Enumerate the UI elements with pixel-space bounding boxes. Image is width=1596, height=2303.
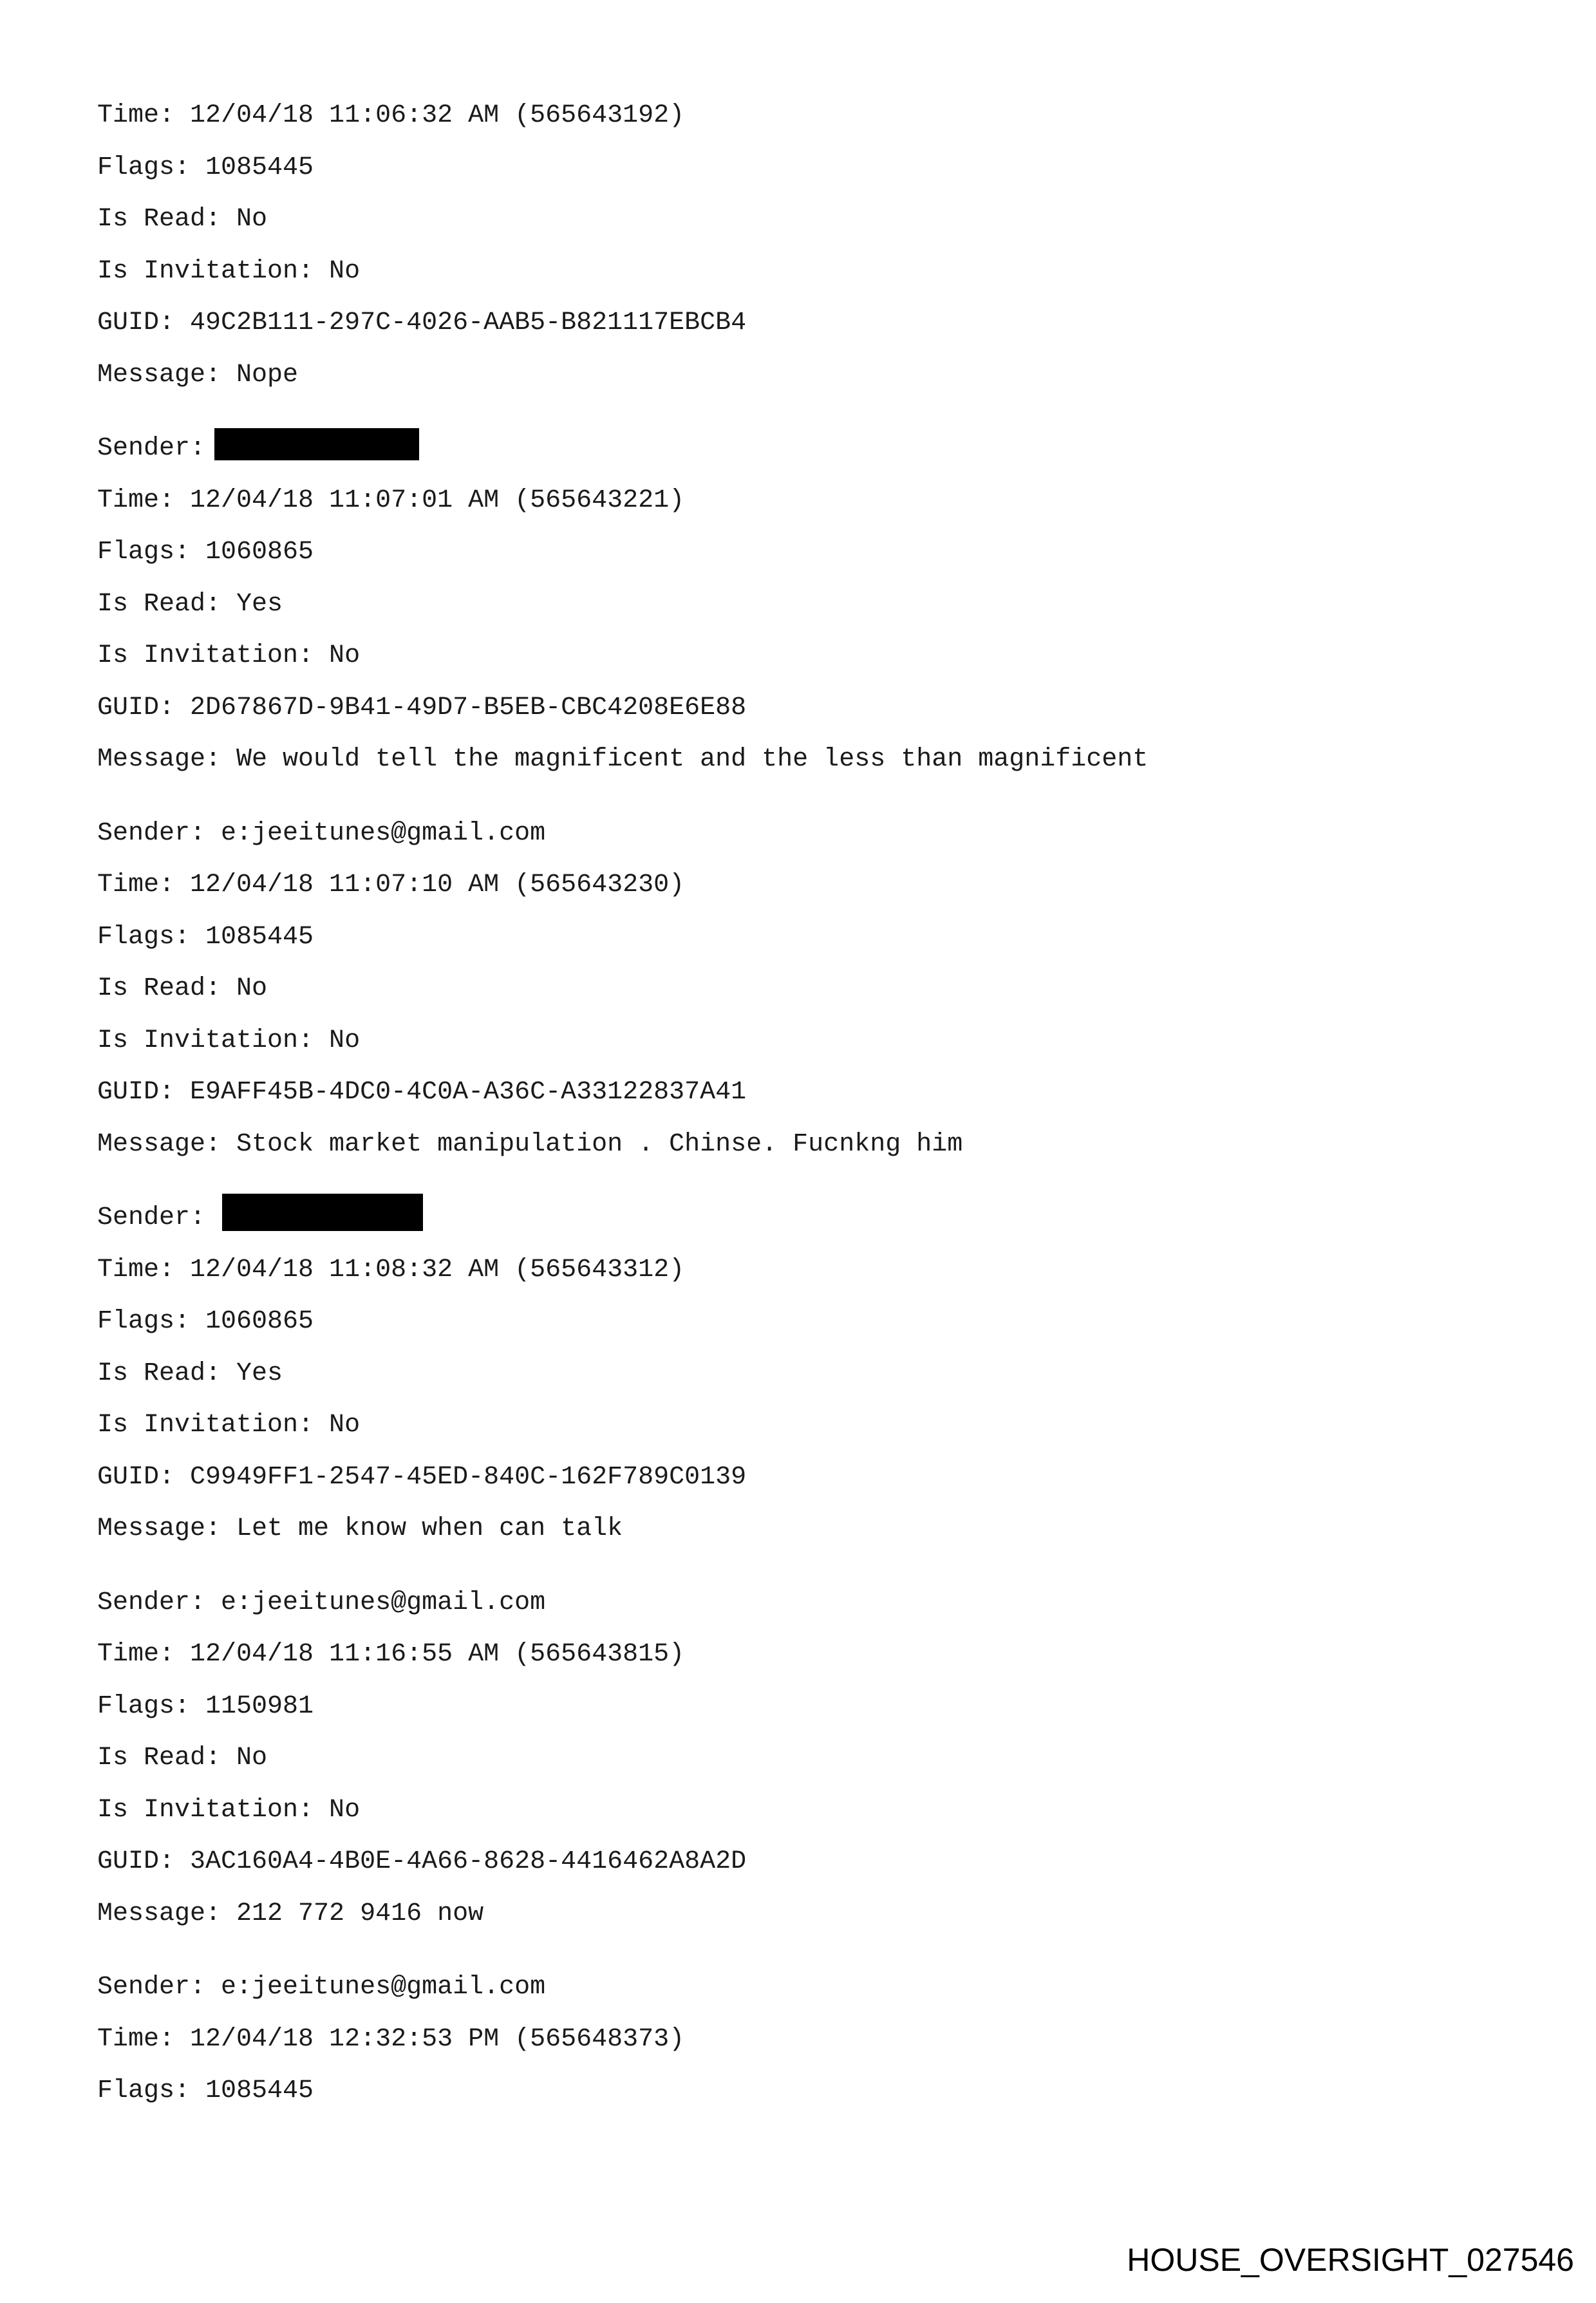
message-record xyxy=(97,103,1514,414)
is-read-line: Is Read: Yes xyxy=(97,1358,283,1388)
flags-line: Flags: 1060865 xyxy=(97,1307,314,1336)
sender-label: Sender: xyxy=(97,1203,206,1232)
is-invitation-line: Is Invitation: No xyxy=(97,1795,361,1825)
is-read-line: Is Read: Yes xyxy=(97,589,283,619)
flags-line: Flags: 1085445 xyxy=(97,153,314,182)
message-record xyxy=(97,436,1514,799)
redaction-box xyxy=(214,428,419,460)
is-read-line: Is Read: No xyxy=(97,1744,268,1772)
redaction-box xyxy=(222,1194,423,1231)
time-line: Time: 12/04/18 11:07:10 AM (565643230) xyxy=(97,870,685,899)
is-invitation-line: Is Invitation: No xyxy=(97,1026,361,1055)
flags-line: Flags: 1060865 xyxy=(97,538,314,567)
message-line: Message: Stock market manipulation . Chinse. Fucnkng him xyxy=(97,1129,963,1159)
sender-label: Sender: xyxy=(97,434,206,463)
flags-line: Flags: 1150981 xyxy=(97,1691,314,1721)
sender-line: Sender: e:jeeitunes@gmail.com xyxy=(97,1973,546,2002)
guid-line: GUID: 3AC160A4-4B0E-4A66-8628-4416462A8A2D xyxy=(97,1847,747,1876)
is-invitation-line: Is Invitation: No xyxy=(97,641,361,670)
is-read-line: Is Read: No xyxy=(97,974,268,1003)
message-record xyxy=(97,1205,1514,1568)
time-line: Time: 12/04/18 11:07:01 AM (565643221) xyxy=(97,485,685,515)
message-line: Message: We would tell the magnificent and the less than magnificent xyxy=(97,745,1149,774)
sender-line xyxy=(97,436,1514,488)
guid-line: GUID: C9949FF1-2547-45ED-840C-162F789C0139 xyxy=(97,1462,747,1492)
bates-number: HOUSE_OVERSIGHT_027546 xyxy=(1127,2242,1574,2278)
sender-line xyxy=(97,1205,1514,1257)
time-line: Time: 12/04/18 11:08:32 AM (565643312) xyxy=(97,1255,685,1284)
sender-line: Sender: e:jeeitunes@gmail.com xyxy=(97,1588,546,1617)
flags-line: Flags: 1085445 xyxy=(97,2076,314,2105)
time-line: Time: 12/04/18 12:32:53 PM (565648373) xyxy=(97,2024,685,2054)
message-record xyxy=(97,818,1514,1184)
message-log xyxy=(97,103,1514,2130)
time-line: Time: 12/04/18 11:06:32 AM (565643192) xyxy=(97,101,685,130)
guid-line: GUID: 2D67867D-9B41-49D7-B5EB-CBC4208E6E88 xyxy=(97,693,747,722)
is-read-line: Is Read: No xyxy=(97,205,268,234)
message-line: Message: 212 772 9416 now xyxy=(97,1899,484,1928)
message-record xyxy=(97,1975,1514,2130)
flags-line: Flags: 1085445 xyxy=(97,922,314,952)
is-invitation-line: Is Invitation: No xyxy=(97,1411,361,1440)
guid-line: GUID: 49C2B111-297C-4026-AAB5-B821117EBCB4 xyxy=(97,308,747,337)
message-line: Message: Nope xyxy=(97,360,299,390)
message-line: Message: Let me know when can talk xyxy=(97,1514,623,1543)
guid-line: GUID: E9AFF45B-4DC0-4C0A-A36C-A33122837A41 xyxy=(97,1078,747,1107)
sender-line: Sender: e:jeeitunes@gmail.com xyxy=(97,818,546,848)
message-record xyxy=(97,1590,1514,1953)
is-invitation-line: Is Invitation: No xyxy=(97,256,361,286)
time-line: Time: 12/04/18 11:16:55 AM (565643815) xyxy=(97,1640,685,1669)
